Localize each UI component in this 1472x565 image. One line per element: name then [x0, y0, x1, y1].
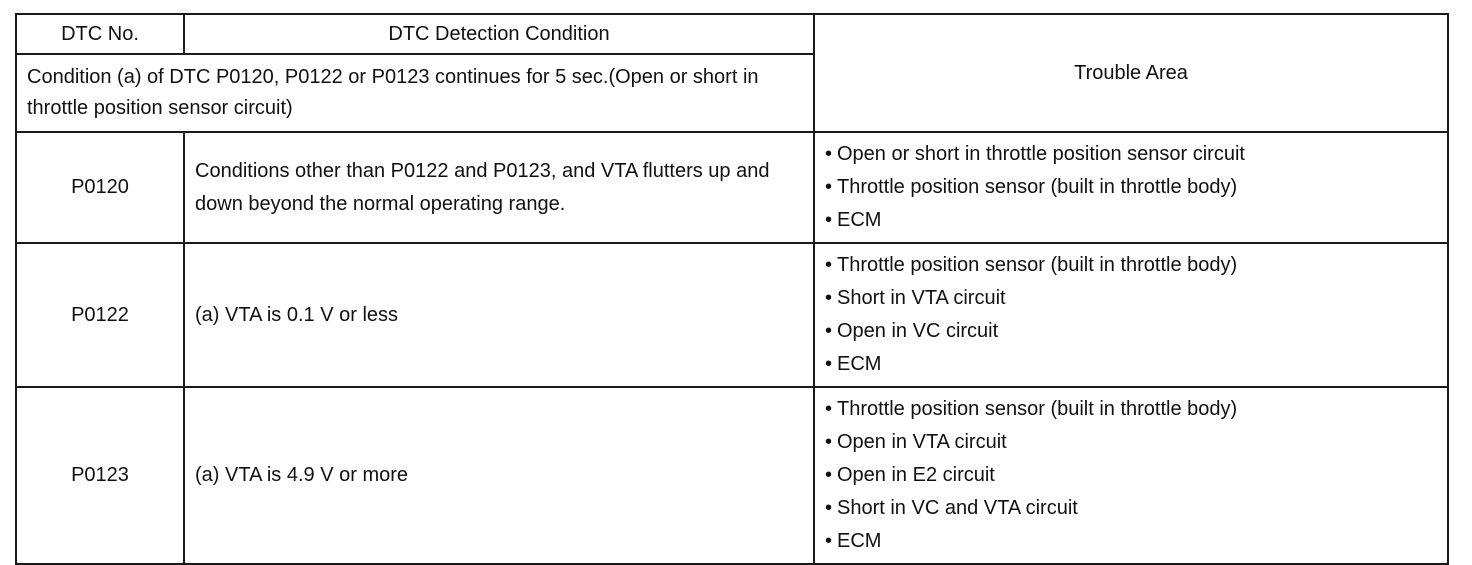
trouble-area-item: Throttle position sensor (built in throttle body)	[837, 254, 1238, 276]
list-item	[825, 459, 1437, 492]
list-item	[825, 138, 1437, 171]
list-item	[825, 348, 1437, 381]
list-item	[825, 492, 1437, 525]
dtc-table	[15, 13, 1449, 565]
header-detection-condition: DTC Detection Condition	[184, 14, 814, 54]
bullet-icon: •	[825, 287, 833, 309]
table-row	[16, 243, 1448, 387]
trouble-area-list	[814, 387, 1448, 564]
trouble-area-item: Throttle position sensor (built in throttle body)	[837, 176, 1238, 198]
trouble-area-item: ECM	[837, 353, 882, 375]
bullet-icon: •	[825, 209, 833, 231]
list-item	[825, 315, 1437, 348]
bullet-icon: •	[825, 353, 833, 375]
list-item	[825, 171, 1437, 204]
trouble-area-item: Open or short in throttle position sensor circuit	[837, 143, 1245, 165]
table-row	[16, 132, 1448, 243]
trouble-area-item: ECM	[837, 209, 882, 231]
bullet-icon: •	[825, 431, 833, 453]
trouble-area-item: Short in VC and VTA circuit	[837, 497, 1078, 519]
trouble-area-item: Open in VTA circuit	[837, 431, 1007, 453]
bullet-icon: •	[825, 254, 833, 276]
bullet-icon: •	[825, 497, 833, 519]
trouble-area-item: ECM	[837, 530, 882, 552]
list-item	[825, 525, 1437, 558]
trouble-area-item: Open in E2 circuit	[837, 464, 995, 486]
dtc-code: P0120	[16, 132, 184, 243]
trouble-area-list	[814, 243, 1448, 387]
detection-condition: (a) VTA is 4.9 V or more	[184, 387, 814, 564]
table-row	[16, 387, 1448, 564]
list-item	[825, 393, 1437, 426]
trouble-area-item: Short in VTA circuit	[837, 287, 1006, 309]
general-condition: Condition (a) of DTC P0120, P0122 or P0123 continues for 5 sec.(Open or short in throttle position sensor circuit)	[16, 54, 814, 132]
trouble-area-item: Open in VC circuit	[837, 320, 999, 342]
trouble-area-list	[814, 132, 1448, 243]
trouble-area-item: Throttle position sensor (built in throttle body)	[837, 398, 1238, 420]
detection-condition: Conditions other than P0122 and P0123, and VTA flutters up and down beyond the normal operating range.	[184, 132, 814, 243]
bullet-icon: •	[825, 320, 833, 342]
bullet-icon: •	[825, 464, 833, 486]
dtc-code: P0122	[16, 243, 184, 387]
list-item	[825, 204, 1437, 237]
bullet-icon: •	[825, 143, 833, 165]
bullet-icon: •	[825, 176, 833, 198]
header-trouble-area: Trouble Area	[814, 14, 1448, 132]
header-dtc-no: DTC No.	[16, 14, 184, 54]
dtc-code: P0123	[16, 387, 184, 564]
list-item	[825, 249, 1437, 282]
header-row	[16, 14, 1448, 54]
bullet-icon: •	[825, 398, 833, 420]
list-item	[825, 282, 1437, 315]
bullet-icon: •	[825, 530, 833, 552]
detection-condition: (a) VTA is 0.1 V or less	[184, 243, 814, 387]
list-item	[825, 426, 1437, 459]
